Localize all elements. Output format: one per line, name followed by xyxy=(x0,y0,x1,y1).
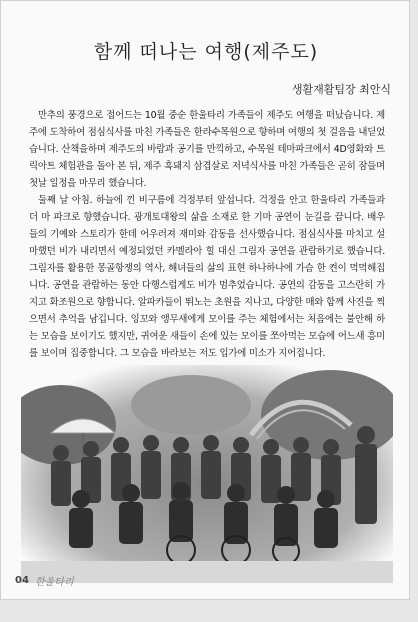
group-photo xyxy=(21,365,393,583)
group-photo-image xyxy=(21,365,393,583)
page-number: 04 xyxy=(15,575,29,586)
article-title: 함께 떠나는 여행(제주도) xyxy=(93,41,319,63)
article-body xyxy=(29,107,385,362)
paragraph-2: 둘째 날 아침. 하늘에 낀 비구름에 걱정부터 앞섭니다. 걱정을 안고 한울타리 가족들과 더 마 파크로 향했습니다. 광개토대왕의 삶을 소재로 한 기마 공연이 눈길을 끕니다. 배우들의 기예와 스토리가 한데 어우러져 재미와 감동을 선사했습니다. 점심식사를 마치고 설마했던 비가 내리면서 예정되었던 카멜라아 힐 대신 그림자 공연을 관람하기로 했습니다. 그림자를 활용한 몽골항쟁의 역사, 해녀들의 삶의 표현 하나하나에 가슴 한 켠이 먹먹해집니다. 공연을 관람하는 동안 다행스럽게도 비가 멈추었습니다. 공연의 감동을 고스란히 가지고 화조원으로 향합니다. 알파카들이 뛰노는 초원을 지나고, 다양한 매와 함께 사진을 찍으면서 추억을 남깁니다. 잉꼬와 앵무새에게 모이를 주는 체험에서는 처음에는 불안해 하는 모습을 보이기도 했지만, 귀여운 새들이 손에 있는 모이를 쪼아먹는 모습에 어느새 흥미를 보이며 집중합니다. 그 모습을 바라보는 저도 입가에 미소가 지어집니다. xyxy=(29,195,385,359)
article-author: 생활재활팀장 최안식 xyxy=(291,83,391,96)
paragraph-1: 만추의 풍경으로 접어드는 10월 중순 한울타리 가족들이 제주도 여행을 떠났습니다. 제주에 도착하여 점심식사를 마친 가족들은 한라수목원으로 향하며 여행의 첫 걸음을 내딛었습니다. 산책을하며 제주도의 바람과 공기를 만끽하고, 수목원 테마파크에서 4D영화와 트릭아트 체험관을 돌아 본 뒤, 제주 흑돼지 삼겹살로 저녁식사를 마친 가족들은 곧히 잠들며 첫날 일정을 마무리 했습니다. xyxy=(29,110,385,189)
magazine-name: 한울타리 xyxy=(35,577,74,588)
